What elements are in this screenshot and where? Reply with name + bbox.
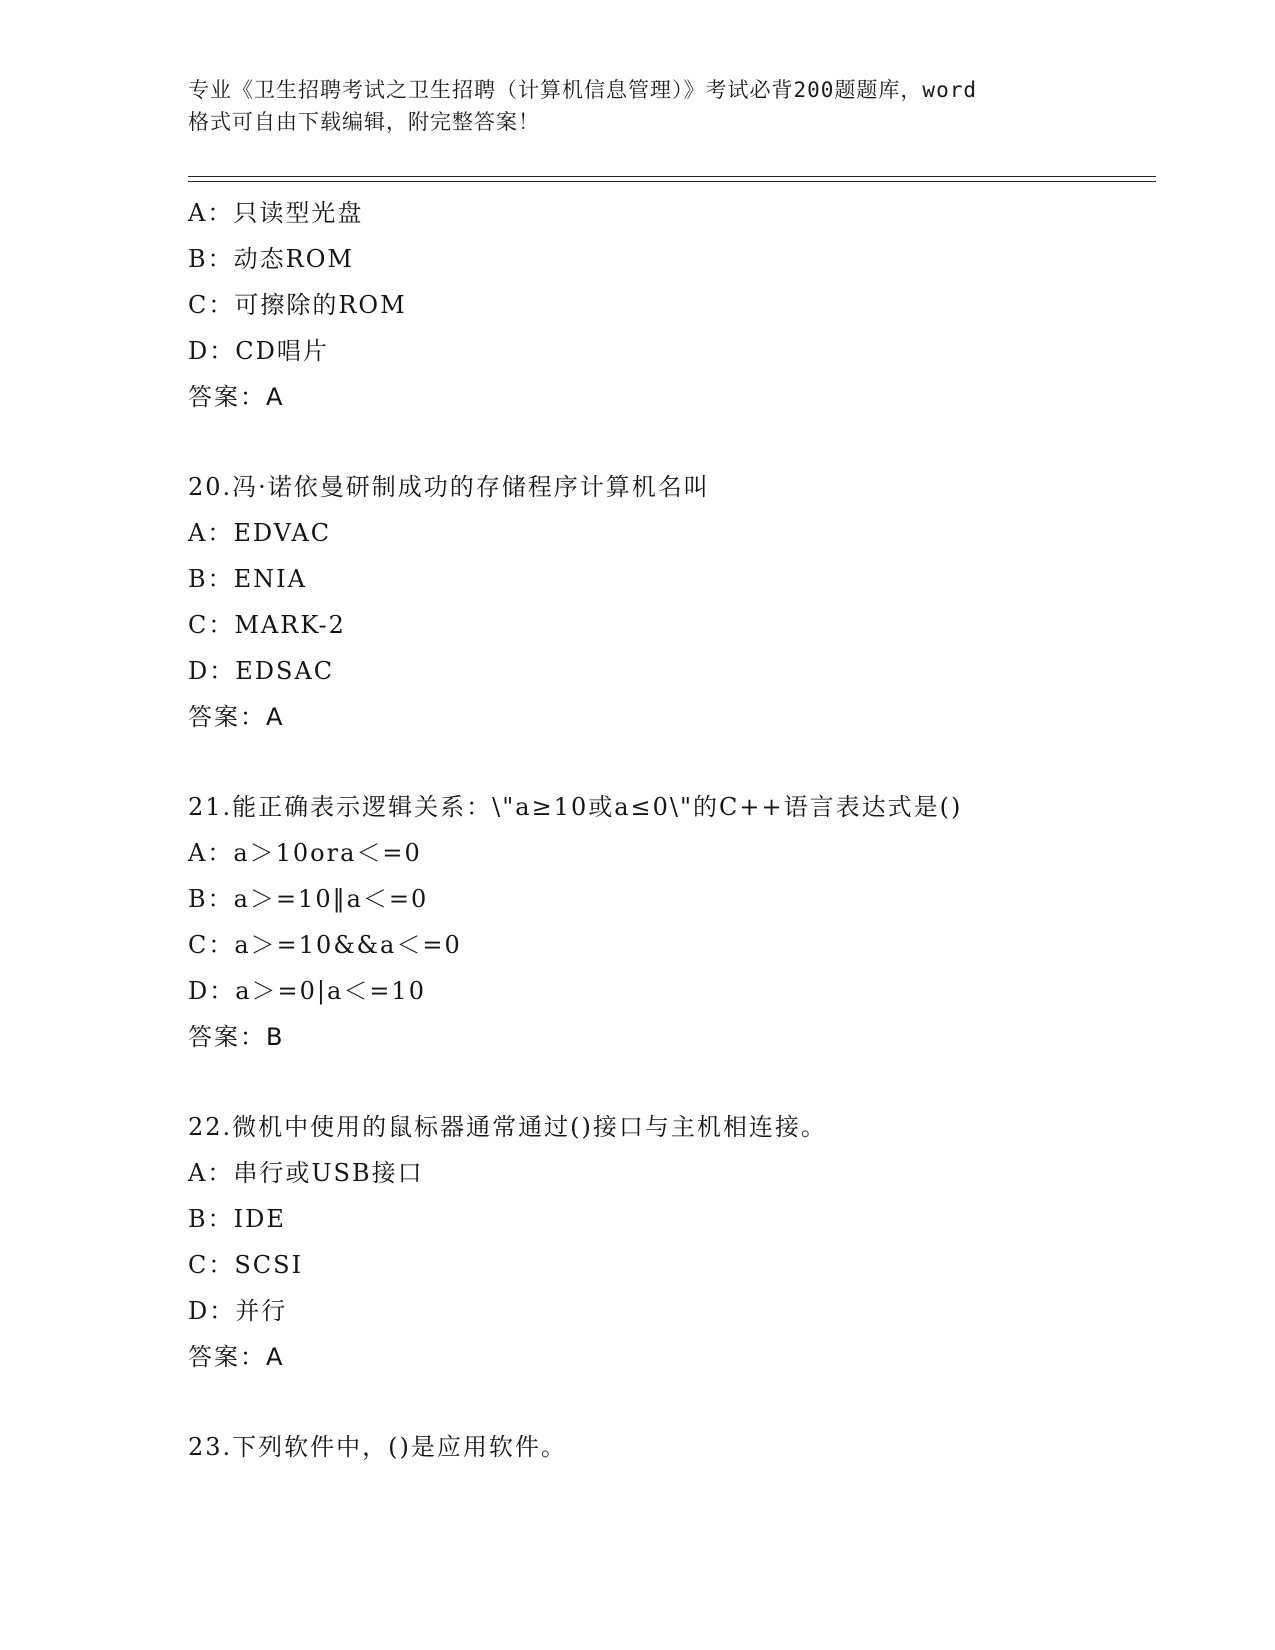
- question-stem: 22.微机中使用的鼠标器通常通过()接口与主机相连接。: [188, 1113, 827, 1141]
- option-a: A：串行或USB接口: [188, 1159, 424, 1187]
- option-d: D：a＞=0|a＜=10: [188, 977, 426, 1005]
- question-22: [188, 1104, 1168, 1380]
- header-title-line-2: 格式可自由下载编辑，附完整答案！: [188, 110, 540, 134]
- option-b: B：a＞=10‖a＜=0: [188, 885, 429, 913]
- question-21: [188, 784, 1168, 1060]
- spacer: [188, 1380, 1168, 1424]
- answer-line: 答案：B: [188, 1023, 285, 1051]
- option-a: A：只读型光盘: [188, 199, 364, 227]
- spacer: [188, 740, 1168, 784]
- option-a: A：a＞10ora＜=0: [188, 839, 422, 867]
- option-c: C：可擦除的ROM: [188, 291, 407, 319]
- option-b: B：动态ROM: [188, 245, 354, 273]
- question-stem: 20.冯·诺依曼研制成功的存储程序计算机名叫: [188, 473, 710, 501]
- option-c: C：SCSI: [188, 1251, 304, 1279]
- answer-line: 答案：A: [188, 383, 285, 411]
- option-d: D：EDSAC: [188, 657, 335, 685]
- answer-line: 答案：A: [188, 1343, 285, 1371]
- question-19-options: [188, 190, 1168, 420]
- option-d: D：并行: [188, 1297, 288, 1325]
- document-header: [188, 74, 1088, 138]
- option-b: B：ENIA: [188, 565, 307, 593]
- spacer: [188, 1060, 1168, 1104]
- option-b: B：IDE: [188, 1205, 286, 1233]
- question-stem: 23.下列软件中，()是应用软件。: [188, 1433, 567, 1461]
- option-a: A：EDVAC: [188, 519, 332, 547]
- option-d: D：CD唱片: [188, 337, 329, 365]
- option-c: C：a＞=10&&a＜=0: [188, 931, 462, 959]
- question-list: [188, 190, 1168, 1470]
- header-divider-bottom: [188, 181, 1156, 182]
- answer-line: 答案：A: [188, 703, 285, 731]
- option-c: C：MARK-2: [188, 611, 346, 639]
- header-title-line-1: 专业《卫生招聘考试之卫生招聘（计算机信息管理）》考试必背200题题库，word: [188, 78, 977, 102]
- question-23: [188, 1424, 1168, 1470]
- question-stem: 21.能正确表示逻辑关系：\"a≥10或a≤0\"的C++语言表达式是(): [188, 793, 963, 821]
- question-20: [188, 464, 1168, 740]
- spacer: [188, 420, 1168, 464]
- header-divider-top: [188, 176, 1156, 177]
